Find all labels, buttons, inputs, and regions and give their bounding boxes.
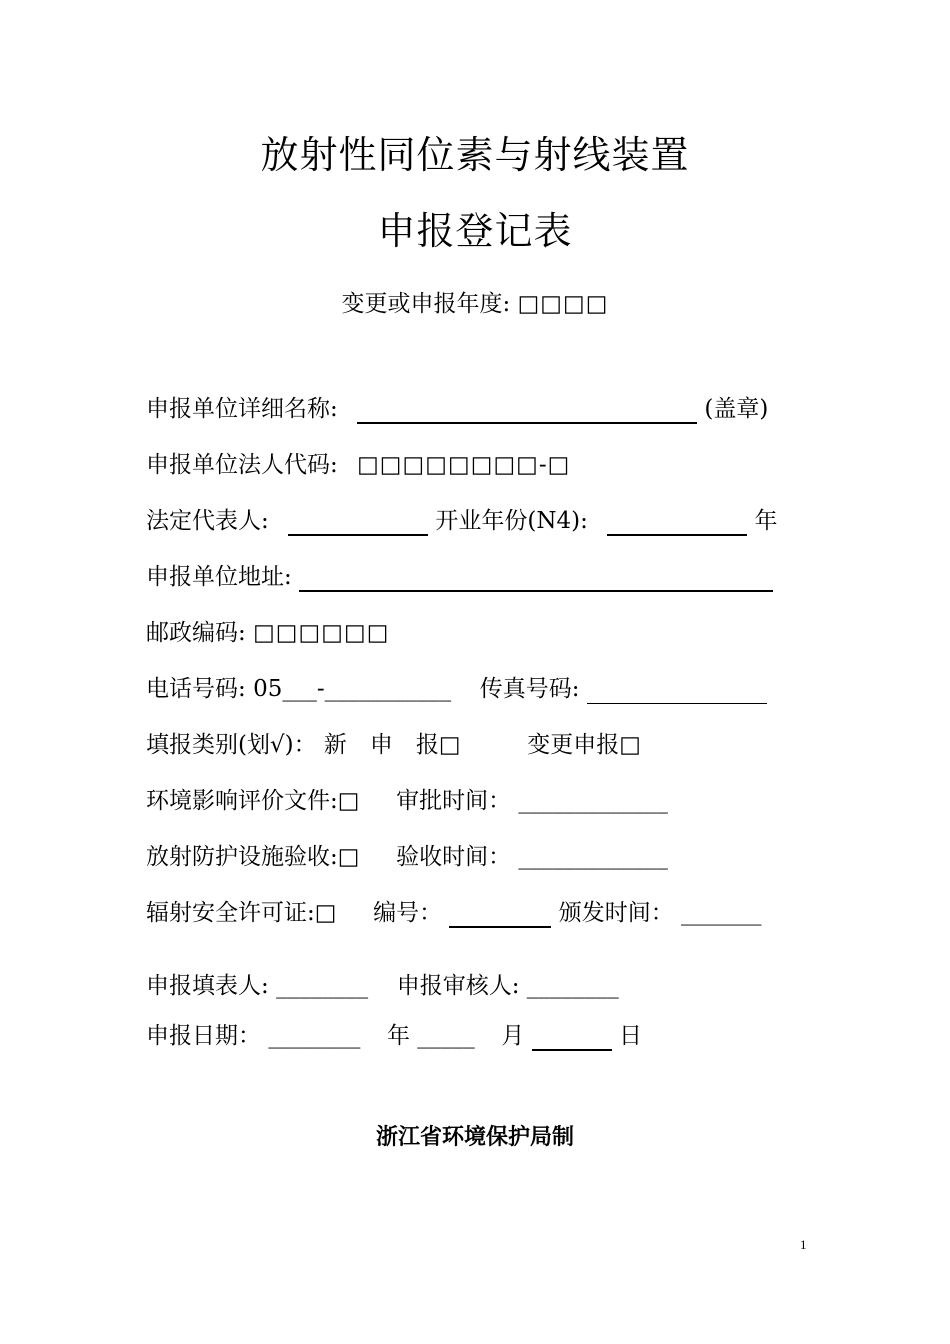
legal-code-label: 申报单位法人代码: xyxy=(146,452,338,478)
category-change-option[interactable]: 变更申报□ xyxy=(527,732,642,758)
open-year-unit: 年 xyxy=(754,508,778,534)
acceptance-label[interactable]: 放射防护设施验收:□ xyxy=(146,844,360,870)
eia-approve-field[interactable]: _____________ xyxy=(518,788,668,814)
report-year-boxes[interactable]: □□□□ xyxy=(517,291,609,317)
unit-name-label: 申报单位详细名称: xyxy=(146,396,338,422)
reviewer-field[interactable]: ________ xyxy=(526,973,619,999)
date-row xyxy=(146,1021,642,1051)
phone-row xyxy=(146,674,767,704)
license-number-field[interactable] xyxy=(449,900,551,928)
legal-rep-field[interactable] xyxy=(288,508,428,536)
legal-rep-label: 法定代表人: xyxy=(146,508,269,534)
date-day-unit: 日 xyxy=(619,1023,642,1049)
license-row xyxy=(146,898,762,928)
phone-field[interactable]: 05___-___________ xyxy=(253,676,452,702)
filer-field[interactable]: ________ xyxy=(276,973,369,999)
open-year-field[interactable] xyxy=(607,508,747,536)
eia-label[interactable]: 环境影响评价文件:□ xyxy=(146,788,360,814)
eia-row xyxy=(146,786,668,816)
category-new-option[interactable]: 新 申 报□ xyxy=(323,732,461,758)
fax-field[interactable] xyxy=(587,679,767,704)
report-year-label: 变更或申报年度: xyxy=(341,291,511,317)
category-label: 填报类别(划√)： xyxy=(146,732,317,758)
date-month-field[interactable]: _____ xyxy=(417,1023,475,1049)
legal-rep-row xyxy=(146,506,777,536)
date-label: 申报日期： xyxy=(146,1023,261,1049)
postcode-label: 邮政编码: xyxy=(146,620,246,646)
filer-label: 申报填表人: xyxy=(146,973,269,999)
postcode-boxes[interactable]: □□□□□□ xyxy=(253,620,390,646)
license-label[interactable]: 辐射安全许可证:□ xyxy=(146,900,337,926)
date-month-unit: 月 xyxy=(501,1023,525,1049)
seal-note: (盖章) xyxy=(704,396,769,422)
report-year-line xyxy=(0,285,950,318)
category-row xyxy=(146,730,641,760)
acceptance-check-label: 验收时间： xyxy=(396,844,512,870)
reviewer-label: 申报审核人: xyxy=(396,973,520,999)
fax-label: 传真号码: xyxy=(479,676,580,702)
postcode-row xyxy=(146,618,389,648)
date-year-field[interactable]: ________ xyxy=(268,1023,361,1049)
open-year-label: 开业年份(N4): xyxy=(435,508,588,534)
acceptance-check-field[interactable]: _____________ xyxy=(518,844,668,870)
license-number-label: 编号： xyxy=(373,900,443,926)
unit-name-row xyxy=(146,394,768,424)
address-row xyxy=(146,562,773,592)
title-line-1: 放射性同位素与射线装置 xyxy=(260,133,690,177)
address-label: 申报单位地址: xyxy=(146,564,292,590)
license-issue-label: 颁发时间： xyxy=(558,900,674,926)
legal-code-row xyxy=(146,450,570,480)
license-issue-field[interactable]: _______ xyxy=(681,900,762,926)
issuer-org: 浙江省环境保护局制 xyxy=(375,1125,574,1150)
legal-code-boxes[interactable]: □□□□□□□□-□ xyxy=(357,452,571,478)
unit-name-field[interactable] xyxy=(357,396,697,424)
phone-label: 电话号码: xyxy=(146,676,246,702)
address-field[interactable] xyxy=(299,564,773,592)
filer-row xyxy=(146,971,619,1001)
title-line-2: 申报登记表 xyxy=(377,209,573,253)
eia-approve-label: 审批时间： xyxy=(396,788,512,814)
page-number: 1 xyxy=(800,1237,807,1252)
date-year-unit: 年 xyxy=(386,1023,410,1049)
acceptance-row xyxy=(146,842,668,872)
date-day-field[interactable] xyxy=(532,1023,612,1051)
